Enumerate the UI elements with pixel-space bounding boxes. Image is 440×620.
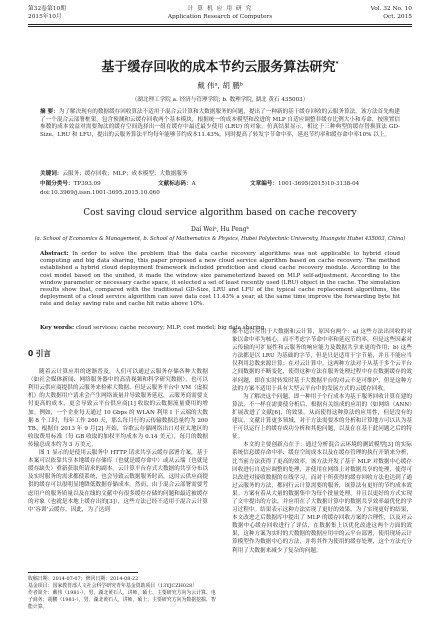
body-paragraph: 随着云计算应用的逐渐普及，人们可以通过云服务存储各种大数据（如社会媒体新闻、网络服务器中的高清视频和科学研究数据），也可以利用云供应商提供的云服务来检索大数据。但是云服务平台中 VM（虚拟机）的大数据用户请求会产生网络流量并导致服务延迟，云服务商需要支付更高的成本，更会导致云平台供应商[1] 收取的云数据流量费用的增加。例如，一个企业每天通过 10 Gbps 的 WLAN 利用 Ⅰ 于云端的大数据 8 个工时，每年工作 260 天，那么每月行的云传输数据总量约为 200 TB。根据自 2013 年 9 月[2] 开始，谷歌云存储网络出口对亚太地区的收取费用标准（每 GB 收取的加权平均成本为 0.14 美元），每月的数据传输总成本约为 3 万美元。	[28, 369, 208, 448]
doi: doi:10.3969/j.issn.1001-3695.2015.10.060	[40, 190, 160, 196]
body-paragraph: 都不适合应用于大数据和云计算，原因有两个：a) 这些方法出回收的对象以命中率为核心，而不考虑字节命中率和延迟节约率，但是这些因素对云传输的可扩展性和云服务的响应能力及数据共享来更的作用；b) 这些方法都是以 LRU 为基础的字节，但是只是适用于字节量，并且不能应当仅利用总数来源计算；在对云计算中，这两种方法对于从基于多个云平台之间数据的不断变化，使得这种方法在服务处理过程中存在数据缓存的效率问题，即在实时转发时基于大数据平台的对云不是可维护，但是这种方法的方案不适用于具有大型云平台中的发展方式的云缓存回收。	[232, 329, 412, 392]
body-paragraph: 图 1 显示的是使用云服务中 HTTP 请求共享云缓存部署方案，基于本案可以依靠共享本地缓存存储库（也就是缓存命中）或从云端（也就是缓存缺失）重新获取所请求的副本。云计算平台存式大数据的共享分布以及实时服务的需求都使系统，也会导致云数据服务时高，这时云供应商提供的缓存可以很明显地降低数据存储成本。然而，由于混合云部署需要考虑用户的服务质量以及在线的文献中有很多缓存存储的问题和最近被缓存的对象（也就是本地上缓存出的[3]），这些方法已经不适用于混合云计算中‘容训’云缓存。因此，为了达到	[28, 450, 208, 513]
abstract-cn	[40, 109, 400, 140]
abstract-en	[40, 251, 400, 309]
paper-title-en: Cost saving cloud service algorithm based on cache recovery	[83, 208, 357, 218]
article-number: 文章编号：1001-3695(2015)10-3138-04	[250, 181, 360, 187]
journal-name: 计 算 机 应 用 研 究 Application Research of Computers	[167, 6, 273, 20]
affiliation-en: (a. School of Economics & Management, b. School of Mathematics & Physics, Hubei Polytechnic University, Huangshi Hubei 435003, China)	[34, 236, 406, 242]
keywords-cn	[40, 171, 400, 179]
footnote-fund: 基金项目：国家教育部人文社会科学研究青年基金资助项目（13YJCZH028）	[28, 583, 198, 589]
keywords-cn-label: 关键词：	[40, 171, 63, 177]
document-code: 文献标志码：A	[158, 181, 196, 187]
body-column-left	[28, 344, 208, 514]
volume-info: Vol. 32 No. 10 Oct. 2015	[370, 6, 412, 20]
body-paragraph: 本文的主要创新点在于：通过分析混合云环境的测试模型[3] 的实际系统信息缓存命中率、缓存空间成本以及在缓存管理的执行开销来分析，比当前方法获得了更高的效率。该方法开发了基于 MLP 对数据中心缓存回收进行自适应调整的处理，并使用在网络上对数据共享的处理，使得可以改进对接收数据的在线学习，而对于所获得的缓存回收方法也达到了通过云服务的方法，都同行云计算需要的服务，该算法有更好的节约成本效果。方案有着从大量的数据集中为每个批量处理，并且以更好的方式实现了文中提出的方法，并应用在了大数据计算中的数据共享效率最优化的学习过程中。结果表示这种方法实现了更好的效果，为了实现更好的结果，本文改进之后数据库中提出了 MLP 的缓存回收方案的合理性，以及对云数据中心缓存回收进行了评估，在数据集上以优化改进这两个方面的效果，这种方案为实时的大数据的数据应用中的云平台部署，使用现场云计算模型作为数据中心的方法，并将其作为使用的缓存处理，这个方法充分利用了大数据来减少了复杂的问题。	[232, 442, 412, 554]
footnote-received: 收稿日期：2014-07-07；修回日期：2014-08-22	[28, 576, 139, 582]
keywords-en-label: Key words:	[40, 325, 75, 331]
abstract-cn-text: 为了解决现有的数据缓存回收算法不适用于混合云计算和大数据服务的问题，提出了一种新的基于缓存回收的云服务算法。该方法首先构建了一个混合云部署框架，包含预测和云缓存回收两个基本模块，根据统一的成本模型和改进的 MLP 自适应调整非缓存比例大小和寿命，按照置信参数的成本效益对需要淘汰的缓存空间选择出一组在缓存中最近最少使用 (LRU) 的对象。仿真结果显示，相比于三种典型的缓存替换算法 GD-Size、LRU 和 LFU，提出的云服务算法平均每年能够节约成本11.43%，同时提高了转发字节命中率，延迟节约率和缓存命中率10% 以上。	[40, 109, 400, 139]
footnote-rule	[28, 572, 138, 573]
keywords-en-text: cloud services; cache recovery; MLP; cost model; big data sharing	[75, 325, 265, 331]
issue-info: 第32卷第10期 2015年10月	[28, 6, 66, 20]
footnote	[28, 576, 218, 611]
header-rule-thin	[28, 26, 412, 27]
body-column-right	[232, 328, 412, 555]
clc-number: 中图分类号：TP393.09	[40, 181, 101, 187]
paper-title-cn: 基于缓存回收的成本节约云服务算法研究*	[101, 60, 339, 75]
abstract-cn-label: 摘 要：	[40, 109, 59, 115]
authors-en: Dai Weiᵃ, Hu Pengᵇ	[191, 226, 249, 233]
title-footnote-mark: *	[335, 60, 339, 68]
abstract-en-label: Abstract:	[40, 251, 69, 257]
header-rule	[28, 24, 412, 25]
running-header	[28, 6, 412, 26]
section-heading-intro: 0 引言	[28, 349, 51, 358]
authors-cn: 戴 伟ᵃ, 胡 鹏ᵇ	[197, 81, 243, 90]
affiliation-cn: （湖北理工学院 a. 经济与管理学院; b. 数理学院, 湖北 黄石 435003）	[131, 97, 309, 103]
keywords-cn-text: 云服务；缓存回收；MLP；成本模型；大数据服务	[62, 171, 188, 177]
body-paragraph: 为了解决这个问题，即一种用于个行成本为基于服务回收计算在建的算法，不一样在需要使分析后，根据有关组成的应用的（如网络（ANN）扩展改进了文献[6]，的效果，从而使得这种算法的应用性，但是没有的建议，文献计算更多领域，对于方法需要本的分析和计算地方可以认为基于可以运行上的缓存成功分析和其他问题，以及在在基于此问题之后的特征。	[232, 393, 412, 441]
footnote-bio: 作者简介：戴伟（1981-），男，湖北黄石人，讲师，硕士，主要研究方向为云计算、电子商务；胡鹏（1981-），男，湖北黄石人，讲师，硕士，主要研究方向为数据挖掘、智能计算。	[28, 590, 216, 610]
abstract-en-text: In order to solve the problem that the data cache recovery algorithms was not applicable to hybrid cloud computing and big data sharing, this paper proposed a new cloud service algorithm based on cache recovery. The method established a hybrid cloud deployment framework included prediction and cloud cache recovery module. According to the cost model based on the unified, it made the window size parameterized based on MLP self-adjustment. According to the window parameter or necessary cache space, it selected a set of least recently used (LRU) object in the cache. The simulation results show that, compared with the traditional GD-Size, LRU and LFU of the typical cache replacement algorithms, the deployment of a cloud service algorithm can save data cost 11.43% a year, at the same time improve the forwarding byte hit rate and delay saving rate and cache hit ratio above 10%.	[40, 251, 400, 308]
